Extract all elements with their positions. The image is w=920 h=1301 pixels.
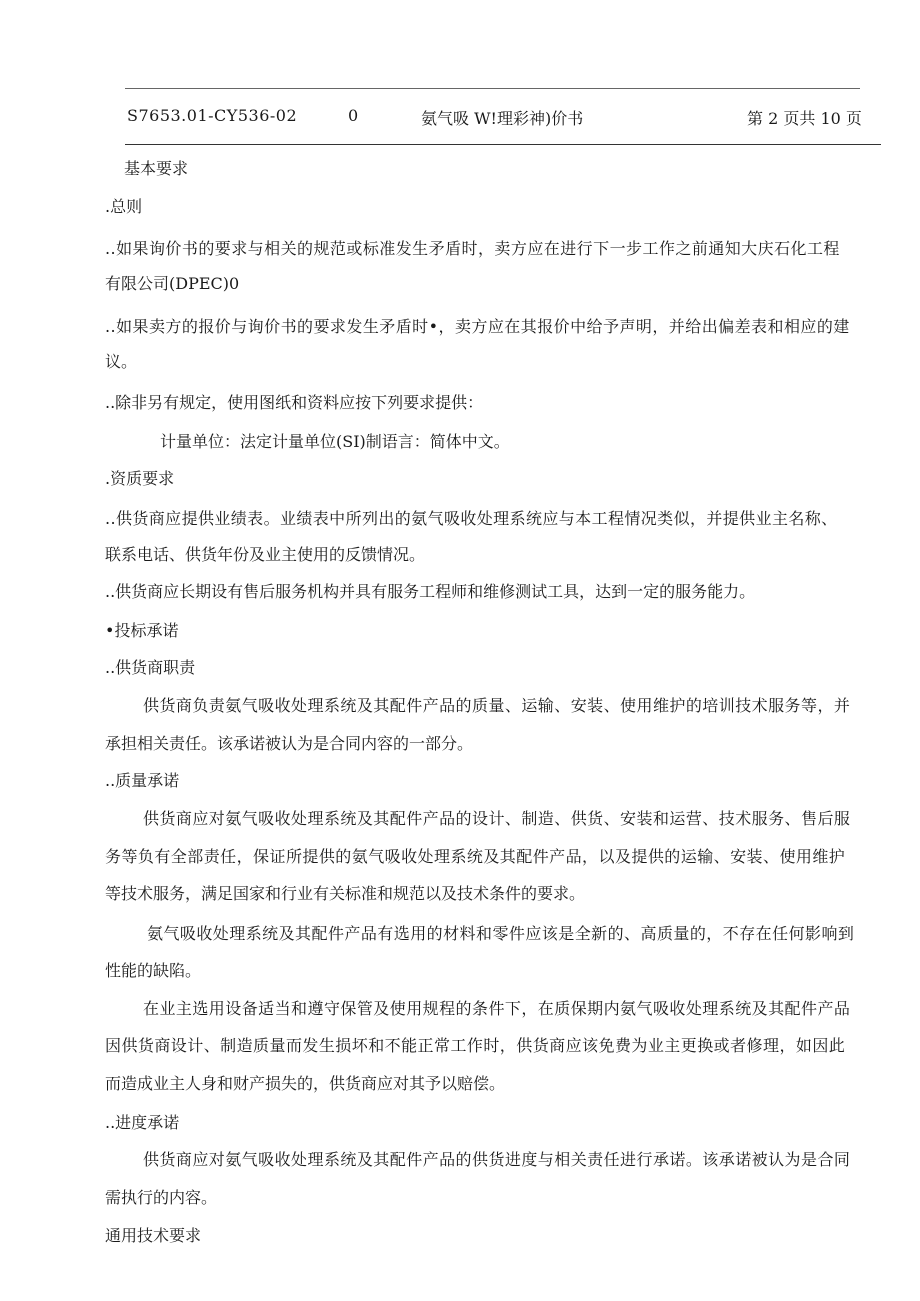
paragraph-line: 在业主选用设备适当和遵守保管及使用规程的条件下，在质保期内氨气吸收处理系统及其配件产品	[143, 999, 851, 1018]
paragraph-line: ..供货商应提供业绩表。业绩表中所列出的氨气吸收处理系统应与本工程情况类似，并提供业主名称、	[105, 509, 838, 528]
subsection-heading: ..供货商职责	[105, 658, 196, 677]
subsection-heading: ..质量承诺	[105, 771, 180, 790]
paragraph-line: 供货商负责氨气吸收处理系统及其配件产品的质量、运输、安装、使用维护的培训技术服务等，并	[143, 696, 851, 715]
paragraph-line: 联系电话、供货年份及业主使用的反馈情况。	[105, 545, 426, 564]
paragraph-line: 务等负有全部责任，保证所提供的氨气吸收处理系统及其配件产品，以及提供的运输、安装、使用维护	[105, 847, 846, 866]
paragraph-line: 供货商应对氨气吸收处理系统及其配件产品的供货进度与相关责任进行承诺。该承诺被认为是合同	[143, 1150, 851, 1169]
paragraph-line: ..如果询价书的要求与相关的规范或标准发生矛盾时，卖方应在进行下一步工作之前通知大庆石化工程	[105, 239, 840, 258]
subsection-heading: ..进度承诺	[105, 1113, 180, 1132]
paragraph-line: 供货商应对氨气吸收处理系统及其配件产品的设计、制造、供货、安装和运营、技术服务、售后服	[143, 809, 851, 828]
paragraph-line: 计量单位：法定计量单位(SI)制语言：简体中文。	[160, 432, 510, 451]
paragraph-line: ..如果卖方的报价与询价书的要求发生矛盾时•，卖方应在其报价中给予声明，并给出偏差表和相应的建	[105, 317, 850, 336]
section-heading: •投标承诺	[105, 621, 179, 640]
page-indicator: 第 2 页共 10 页	[747, 109, 862, 128]
paragraph-line: ..除非另有规定，使用图纸和资料应按下列要求提供：	[105, 393, 484, 412]
header-top-rule	[125, 88, 860, 89]
revision-number: 0	[348, 106, 359, 125]
document-code: S7653.01-CY536-02	[127, 106, 298, 125]
header-bottom-rule	[125, 144, 881, 145]
section-heading: 基本要求	[124, 159, 189, 178]
paragraph-line: 氨气吸收处理系统及其配件产品有选用的材料和零件应该是全新的、高质量的，不存在任何影响到	[147, 924, 855, 943]
paragraph-line: 有限公司(DPEC)0	[105, 274, 240, 293]
paragraph-line: 性能的缺陷。	[105, 961, 202, 980]
paragraph-line: 议。	[105, 352, 138, 371]
paragraph-line: 需执行的内容。	[105, 1188, 218, 1207]
paragraph-line: 而造成业主人身和财产损失的，供货商应对其予以赔偿。	[105, 1074, 506, 1093]
subsection-heading: .资质要求	[105, 469, 175, 488]
paragraph-line: ..供货商应长期设有售后服务机构并具有服务工程师和维修测试工具，达到一定的服务能力。	[105, 582, 756, 601]
paragraph-line: 承担相关责任。该承诺被认为是合同内容的一部分。	[105, 734, 474, 753]
paragraph-line: 等技术服务，满足国家和行业有关标准和规范以及技术条件的要求。	[105, 884, 586, 903]
paragraph-line: 因供货商设计、制造质量而发生损坏和不能正常工作时，供货商应该免费为业主更换或者修理，如因此	[105, 1036, 846, 1055]
section-heading: 通用技术要求	[105, 1226, 202, 1245]
subsection-heading: .总则	[105, 197, 143, 216]
document-title: 氨气吸 W!理彩神)价书	[421, 109, 584, 128]
